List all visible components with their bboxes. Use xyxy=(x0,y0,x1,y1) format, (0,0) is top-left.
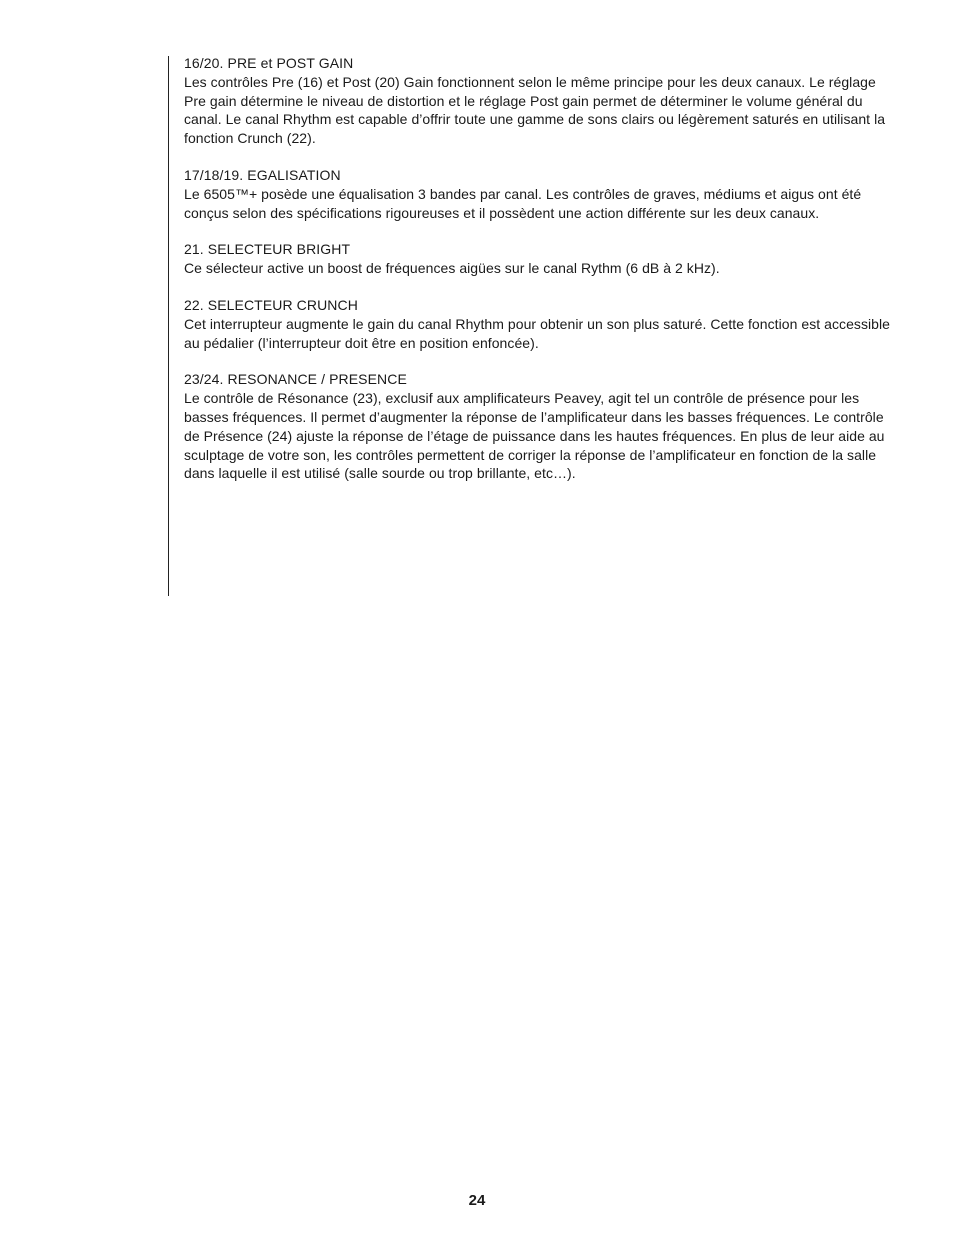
section-heading: 22. SELECTEUR CRUNCH xyxy=(184,296,358,313)
section-paragraph: Le contrôle de Résonance (23), exclusif aux amplificateurs Peavey, agit tel un contrôle de présence pour les basses fréquences. Il permet d’augmenter la réponse de l’amplificateur dans les basses fréquences. Le contrôle de Présence (24) ajuste la réponse de l’étage de puissance dans les hautes fréquences. En plus de leur aide au sculptage de votre son, les contrôles permettent de corriger la réponse de l’amplificateur en fonction de la salle dans laquelle il est utilisé (salle sourde ou trop brillante, etc…). xyxy=(184,390,885,482)
page-number: 24 xyxy=(468,1192,486,1209)
section-resonance-presence xyxy=(184,370,896,483)
section-heading: 16/20. PRE et POST GAIN xyxy=(184,55,354,71)
section-paragraph: Ce sélecteur active un boost de fréquences aigües sur le canal Rythm (6 dB à 2 kHz). xyxy=(184,260,720,277)
section-paragraph: Le 6505™+ posède une équalisation 3 bandes par canal. Les contrôles de graves, médiums et aigus ont été conçus selon des spécifications rigoureuses et il possèdent une action différente sur les deux canaux. xyxy=(184,185,862,221)
section-selecteur-bright xyxy=(184,240,896,278)
section-egalisation xyxy=(184,166,896,222)
section-paragraph: Les contrôles Pre (16) et Post (20) Gain fonctionnent selon le même principe pour les deux canaux. Le réglage Pre gain détermine le niveau de distortion et le réglage Post gain permet de déterminer le volume général du canal. Le canal Rhythm est capable d’offrir toute une gamme de sons clairs ou légèrement saturés en utilisant la fonction Crunch (22). xyxy=(184,73,886,147)
margin-rule xyxy=(168,56,169,596)
section-selecteur-crunch xyxy=(184,296,896,352)
section-heading: 17/18/19. EGALISATION xyxy=(184,166,341,183)
section-paragraph: Cet interrupteur augmente le gain du canal Rhythm pour obtenir un son plus saturé. Cette fonction est accessible au pédalier (l’interrupteur doit être en position enfoncée). xyxy=(184,315,891,351)
section-heading: 21. SELECTEUR BRIGHT xyxy=(184,241,351,258)
document-body xyxy=(184,54,896,501)
section-heading: 23/24. RESONANCE / PRESENCE xyxy=(184,371,407,388)
section-pre-post-gain xyxy=(184,54,896,148)
